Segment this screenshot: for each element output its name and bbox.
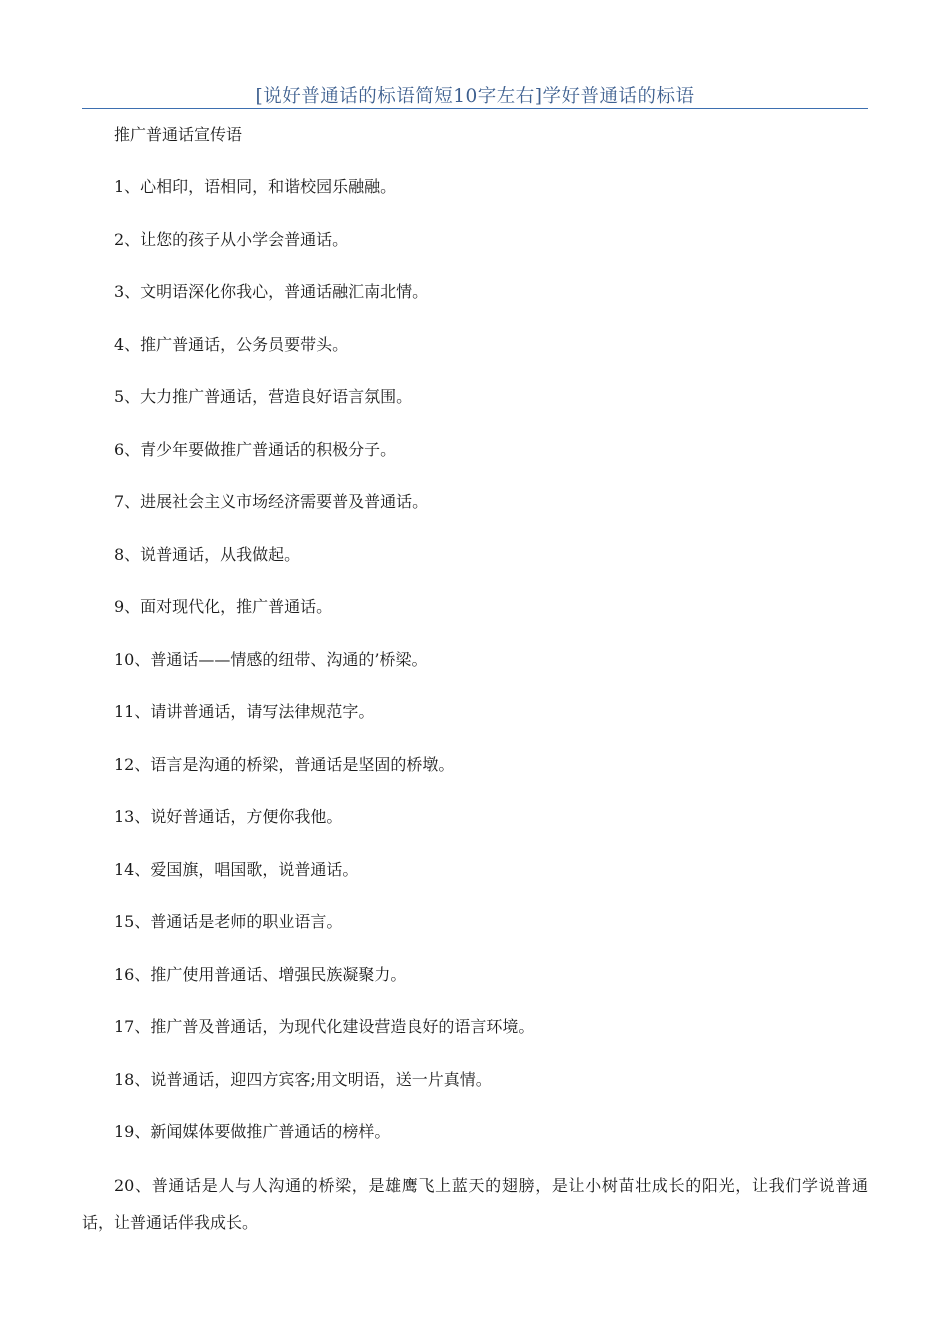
slogan-item: 9、面对现代化，推广普通话。 (114, 597, 333, 616)
slogan-item: 3、文明语深化你我心，普通话融汇南北情。 (114, 282, 429, 301)
slogan-item: 19、新闻媒体要做推广普通话的榜样。 (114, 1122, 391, 1141)
slogan-item: 13、说好普通话，方便你我他。 (114, 807, 343, 826)
slogan-item: 7、进展社会主义市场经济需要普及普通话。 (114, 492, 429, 511)
slogan-item: 12、语言是沟通的桥梁，普通话是坚固的桥墩。 (114, 754, 455, 774)
slogan-item: 18、说普通话，迎四方宾客;用文明语，送一片真情。 (114, 1069, 492, 1089)
document-header (82, 80, 868, 109)
intro-heading: 推广普通话宣传语 (114, 125, 243, 144)
slogan-item: 15、普通话是老师的职业语言。 (114, 912, 343, 931)
slogan-item: 14、爱国旗，唱国歌，说普通话。 (114, 859, 359, 879)
slogan-item: 1、心相印，语相同，和谐校园乐融融。 (114, 177, 397, 196)
document-title: [说好普通话的标语简短10字左右]学好普通话的标语 (255, 86, 695, 107)
slogan-item: 10、普通话——情感的纽带、沟通的’桥梁。 (114, 649, 428, 669)
slogan-item: 17、推广普及普通话，为现代化建设营造良好的语言环境。 (114, 1017, 535, 1036)
slogan-item: 2、让您的孩子从小学会普通话。 (114, 229, 349, 249)
slogan-item: 20、普通话是人与人沟通的桥梁，是雄鹰飞上蓝天的翅膀，是让小树苗壮成长的阳光，让我们学说普通话，让普通话伴我成长。 (82, 1175, 868, 1232)
slogan-item: 16、推广使用普通话、增强民族凝聚力。 (114, 964, 407, 984)
slogan-item: 5、大力推广普通话，营造良好语言氛围。 (114, 387, 413, 406)
slogan-item: 6、青少年要做推广普通话的积极分子。 (114, 439, 397, 459)
slogan-item: 8、说普通话，从我做起。 (114, 544, 301, 564)
slogan-item: 11、请讲普通话，请写法律规范字。 (114, 702, 375, 721)
slogan-item: 4、推广普通话，公务员要带头。 (114, 334, 349, 354)
document-body (82, 124, 868, 1241)
